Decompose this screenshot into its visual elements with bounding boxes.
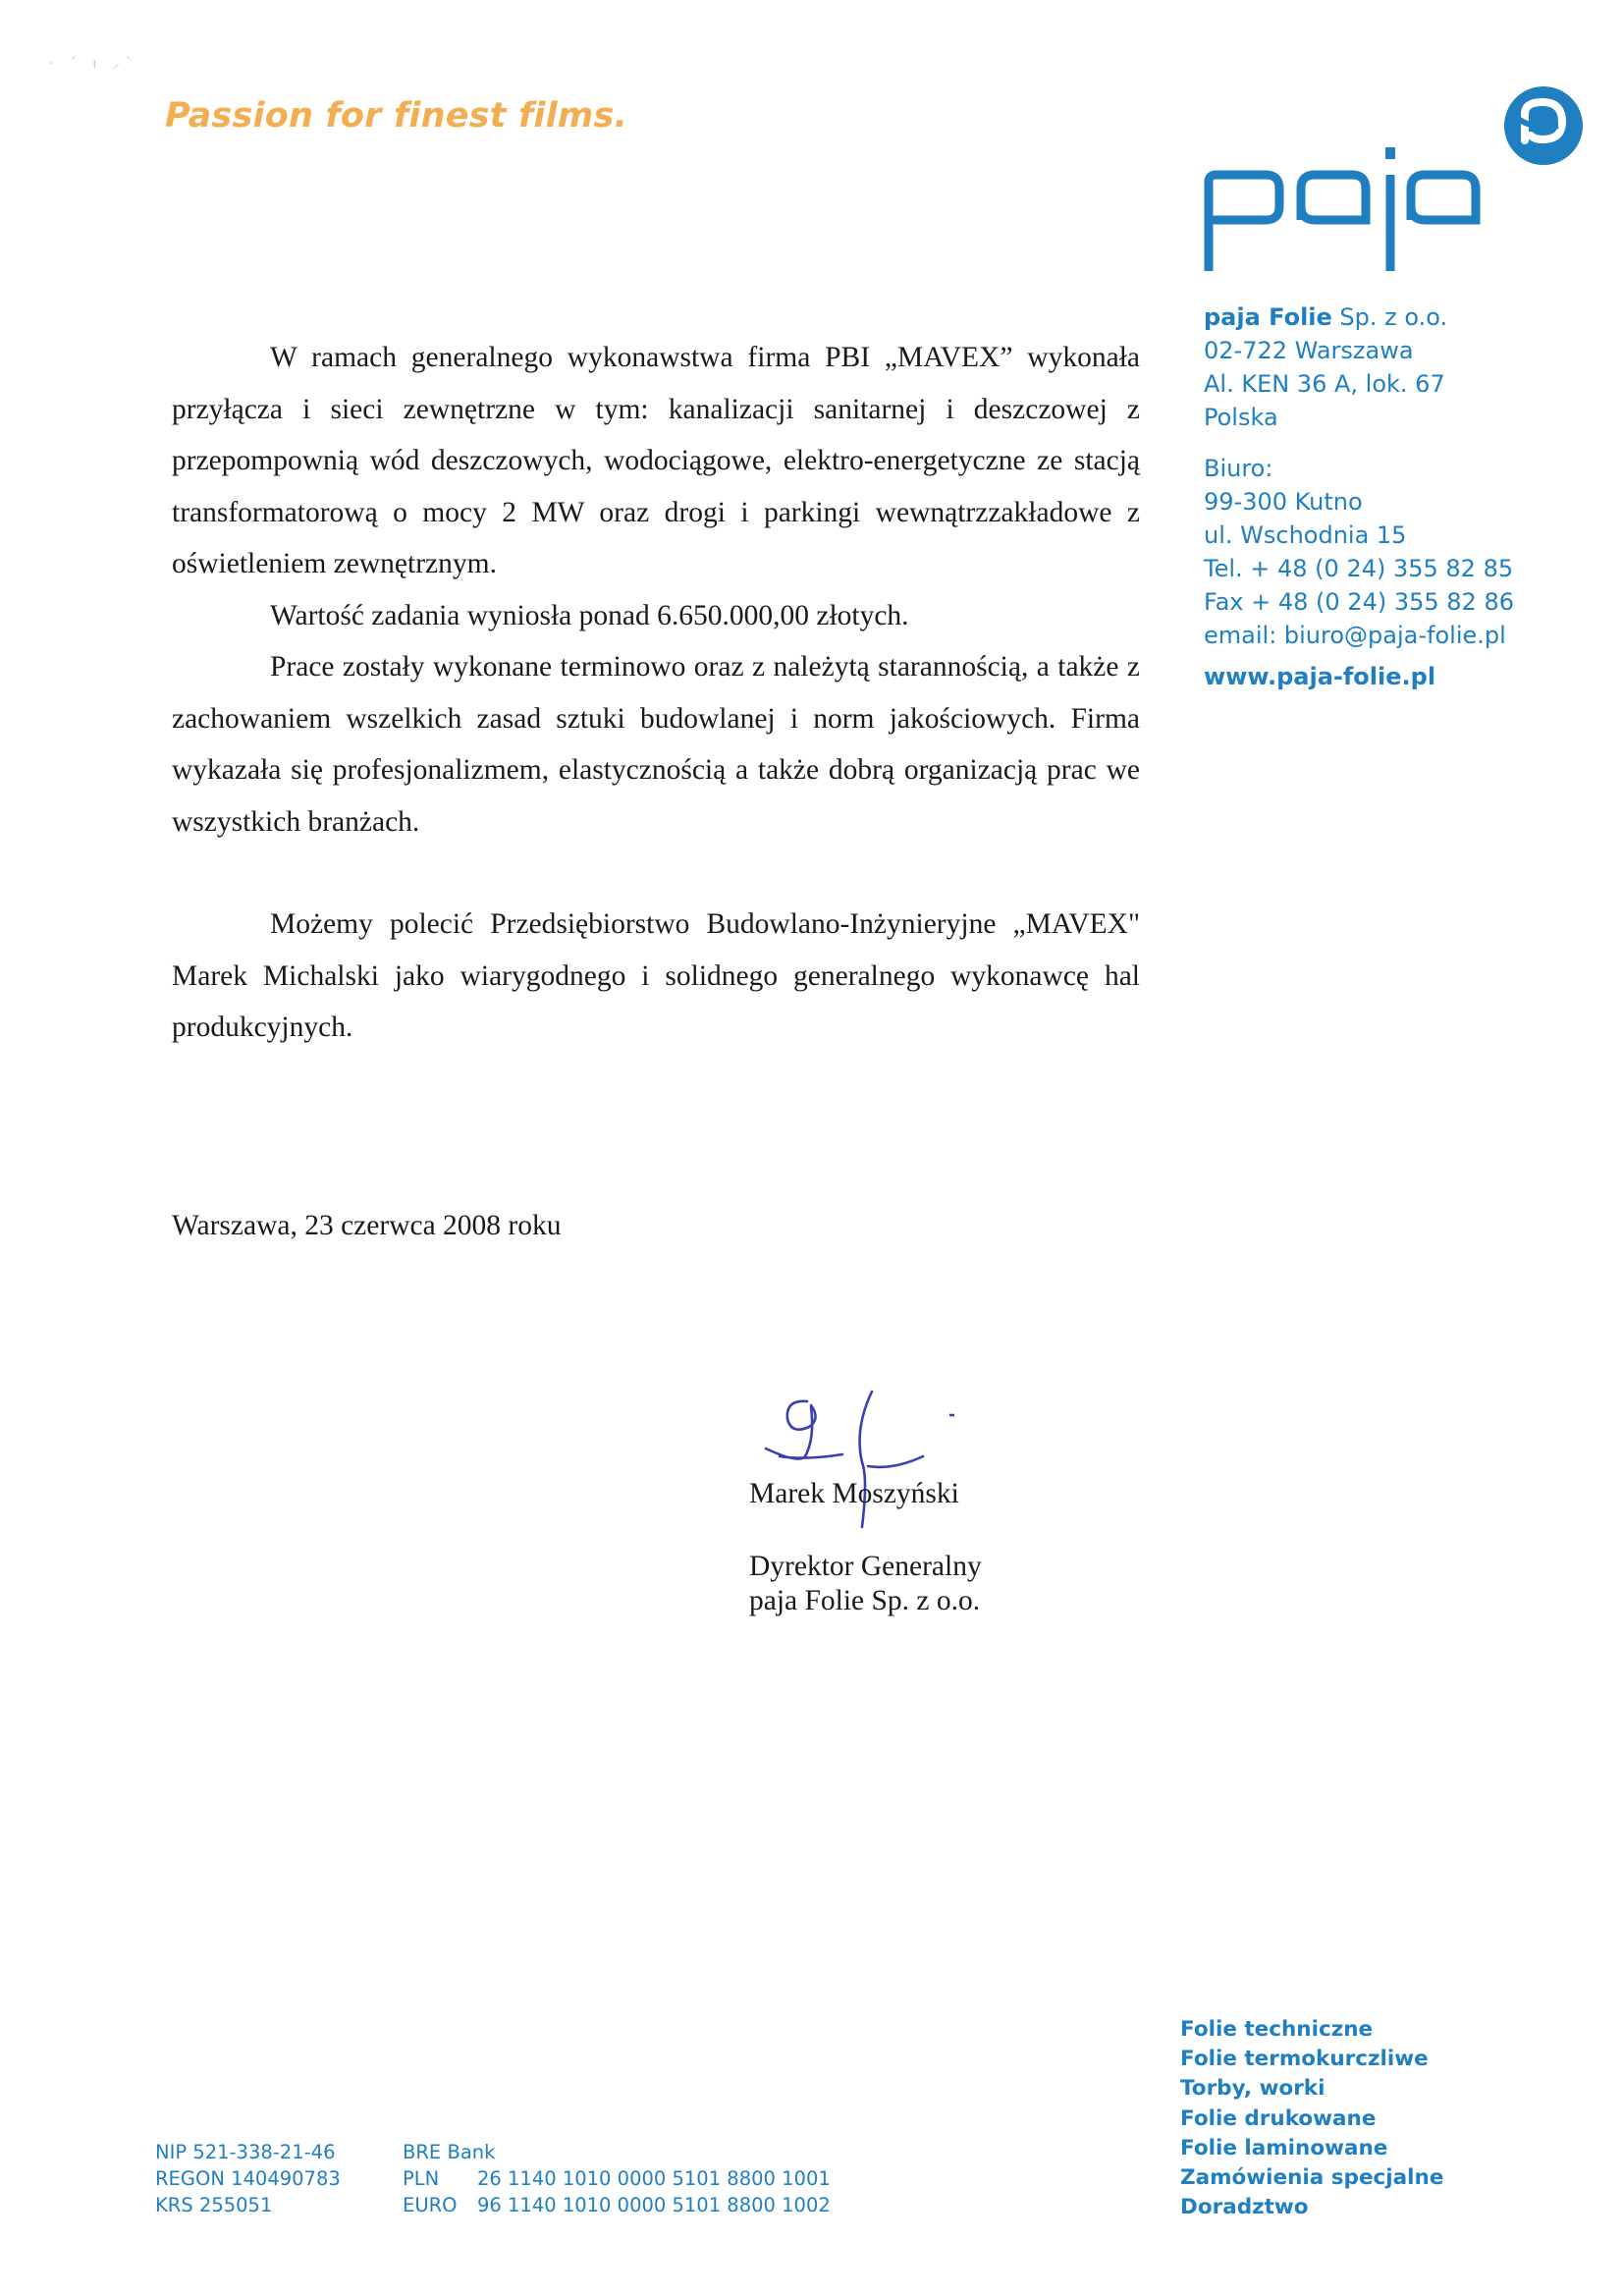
registration-info [155,2139,341,2218]
office-line: ul. Wschodnia 15 [1204,521,1407,549]
paja-logo-graphic [1193,79,1586,285]
product-item: Folie drukowane [1180,2105,1377,2131]
phone-line: Tel. + 48 (0 24) 355 82 85 [1204,555,1514,582]
regon-number: REGON 140490783 [155,2167,341,2190]
product-item: Folie techniczne [1180,2017,1374,2042]
nip-number: NIP 521-338-21-46 [155,2141,336,2163]
signatory-company: paja Folie Sp. z o.o. [749,1585,981,1616]
fax-line: Fax + 48 (0 24) 355 82 86 [1204,588,1514,616]
hq-address-line: Al. KEN 36 A, lok. 67 [1204,370,1445,398]
letter-paragraph: Wartość zadania wyniosła ponad 6.650.000,00 złotych. [270,599,909,631]
signatory-block [749,1550,982,1618]
product-item: Folie laminowane [1180,2135,1388,2160]
signatory-title: Dyrektor Generalny [749,1551,982,1582]
product-item: Folie termokurczliwe [1180,2047,1429,2072]
office-line: 99-300 Kutno [1204,488,1363,516]
krs-number: KRS 255051 [155,2194,273,2216]
account-currency: EURO [403,2194,458,2216]
account-number: 96 1140 1010 0000 5101 8800 1002 [477,2194,831,2216]
signature-graphic [746,1380,982,1537]
website-link[interactable]: www.paja-folie.pl [1204,663,1436,690]
letter-paragraph: Możemy polecić Przedsiębiorstwo Budowlano-Inżynieryjne „MAVEX" Marek Michalski jako wiarygodnego i solidnego generalnego wykonawcę hal produkcyjnych. [172,908,1140,1043]
product-list [1180,2015,1443,2222]
bank-info [403,2139,831,2218]
product-item: Torby, worki [1180,2076,1325,2102]
product-item: Doradztwo [1180,2195,1309,2220]
tagline: Passion for finest films. [165,96,628,136]
handwritten-signature [746,1380,982,1542]
contact-block [1204,301,1557,693]
email-line: email: biuro@paja-folie.pl [1204,622,1506,649]
hq-address-line: Polska [1204,404,1278,431]
letter-paragraph: Prace zostały wykonane terminowo oraz z należytą starannością, a także z zachowaniem wszelkich zasad sztuki budowlanej i norm jakościowych. Firma wykazała się profesjonalizmem, elastycznością a także dobrą organizacją prac we wszystkich branżach. [172,651,1140,838]
bank-name: BRE Bank [403,2141,496,2163]
letter-body [172,332,1140,1054]
account-currency: PLN [403,2167,440,2190]
bank-account-row [403,2165,831,2192]
letter-paragraph: W ramach generalnego wykonawstwa firma PBI „MAVEX” wykonała przyłącza i sieci zewnętrzne w tym: kanalizacji sanitarnej i deszczowej z przepompownią wód deszczowych, wodociągowe, elektro-energetyczne ze stacją transformatorową o mocy 2 MW oraz drogi i parkingi wewnątrzzakładowe z oświetleniem zewnętrznym. [172,342,1140,579]
product-item: Zamówienia specjalne [1180,2165,1444,2191]
scan-marks: · ˊ ı ⸝ˋ [49,56,138,72]
bank-account-row [403,2192,831,2218]
company-name-suffix: Sp. z o.o. [1331,303,1448,331]
account-number: 26 1140 1010 0000 5101 8800 1001 [477,2167,831,2190]
company-name [1204,301,1557,334]
office-label: Biuro: [1204,455,1273,482]
company-name-bold: paja Folie [1204,303,1332,331]
paja-logo [1193,79,1586,290]
place-date: Warszawa, 23 czerwca 2008 roku [172,1210,562,1241]
signatory-name: Marek Moszyński [749,1478,959,1509]
hq-address-line: 02-722 Warszawa [1204,337,1414,364]
